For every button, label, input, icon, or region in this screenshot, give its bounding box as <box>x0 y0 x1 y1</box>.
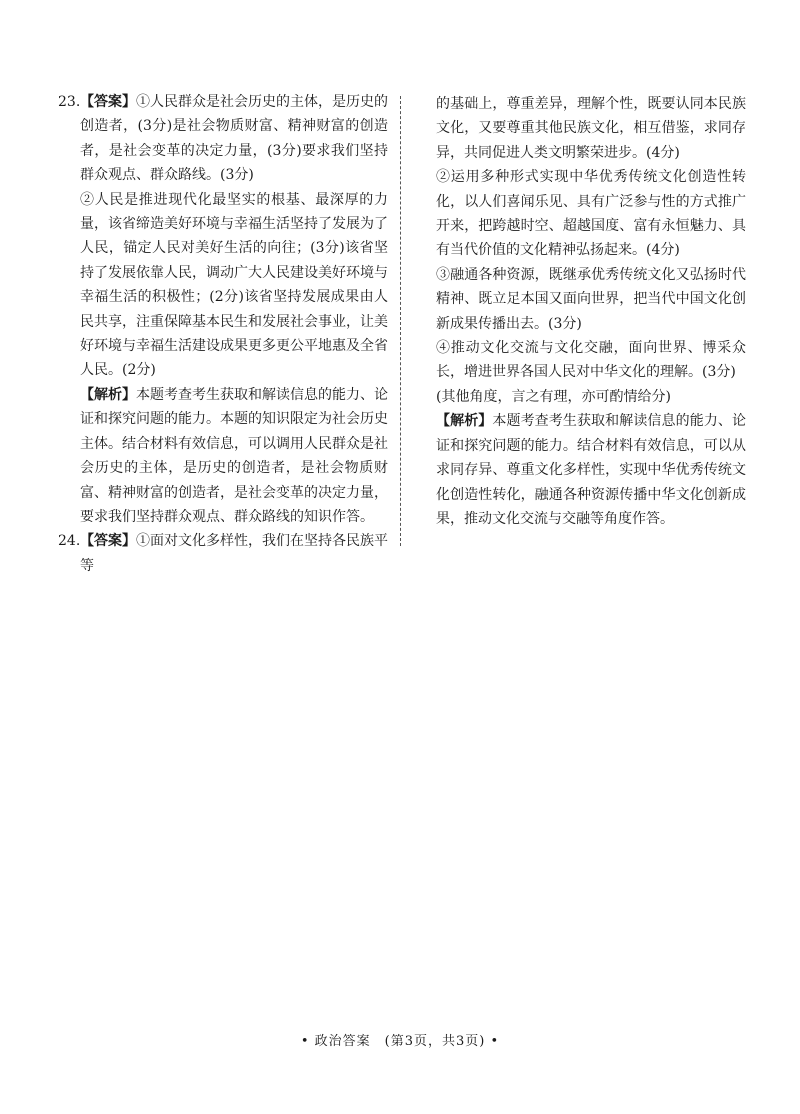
answer-paragraph-1 <box>80 529 388 578</box>
answer-paragraph-2: ②运用多种形式实现中华优秀传统文化创造性转化，以人们喜闻乐见、具有广泛参与性的方式推广开来，把跨越时空、超越国度、富有永恒魅力、具有当代价值的文化精神弘扬起来。(4分) <box>436 169 746 259</box>
analysis-paragraph <box>436 409 746 531</box>
analysis-tag: 【解析】 <box>80 386 136 403</box>
answer-paragraph-2: ②人民是推进现代化最坚实的根基、最深厚的力量，该省缔造美好环境与幸福生活坚持了发展为了人民，锚定人民对美好生活的向往；(3分)该省坚持了发展依靠人民，调动广大人民建设美好环境与幸福生活的积极性；(2分)该省坚持发展成果由人民共享，注重保障基本民生和发展社会事业，让美好环境与幸福生活建设成果更多更公平地惠及全省人民。(2分) <box>80 191 388 379</box>
answer-tag: 【答案】 <box>80 94 136 110</box>
answer-paragraph-4: ④推动文化交流与文化交融，面向世界、博采众长，增进世界各国人民对中华文化的理解。(3分) <box>436 340 746 381</box>
answer-paragraph-1 <box>80 90 388 188</box>
question-23 <box>58 90 388 529</box>
right-column <box>436 92 746 531</box>
question-number: 23. <box>58 94 81 110</box>
analysis-tag: 【解析】 <box>436 413 493 430</box>
page-footer: • 政治答案 (第3页，共3页) • <box>300 1034 500 1049</box>
analysis-paragraph <box>80 383 388 529</box>
answer-text: ①人民群众是社会历史的主体，是历史的创造者，(3分)是社会物质财富、精神财富的创造者，是社会变革的决定力量，(3分)要求我们坚持群众观点、群众路线。(3分) <box>80 94 388 184</box>
analysis-text: 本题考查考生获取和解读信息的能力、论证和探究问题的能力。本题的知识限定为社会历史主体。结合材料有效信息，可以调用人民群众是社会历史的主体，是历史的创造者，是社会物质财富、精神财富的创造者，是社会变革的决定力量，要求我们坚持群众观点、群众路线的知识作答。 <box>80 386 388 525</box>
answer-paragraph-3: ③融通各种资源，既继承优秀传统文化又弘扬时代精神、既立足本国又面向世界，把当代中国文化创新成果传播出去。(3分) <box>436 266 746 332</box>
answer-paragraph-1-continued: 的基础上，尊重差异，理解个性，既要认同本民族文化，又要尊重其他民族文化，相互借鉴，求同存异，共同促进人类文明繁荣进步。(4分) <box>436 96 746 161</box>
question-24 <box>58 529 388 578</box>
question-number: 24. <box>58 533 81 550</box>
grading-note: (其他角度，言之有理，亦可酌情给分) <box>436 388 671 405</box>
column-divider <box>400 96 401 546</box>
answer-tag: 【答案】 <box>80 533 136 550</box>
analysis-text: 本题考查考生获取和解读信息的能力、论证和探究问题的能力。结合材料有效信息，可以从求同存异、尊重文化多样性，实现中华优秀传统文化创造性转化，融通各种资源传播中华文化创新成果，推动文化交流与交融等角度作答。 <box>436 413 747 527</box>
left-column <box>58 90 388 578</box>
answer-text: ①面对文化多样性，我们在坚持各民族平等 <box>80 533 388 574</box>
